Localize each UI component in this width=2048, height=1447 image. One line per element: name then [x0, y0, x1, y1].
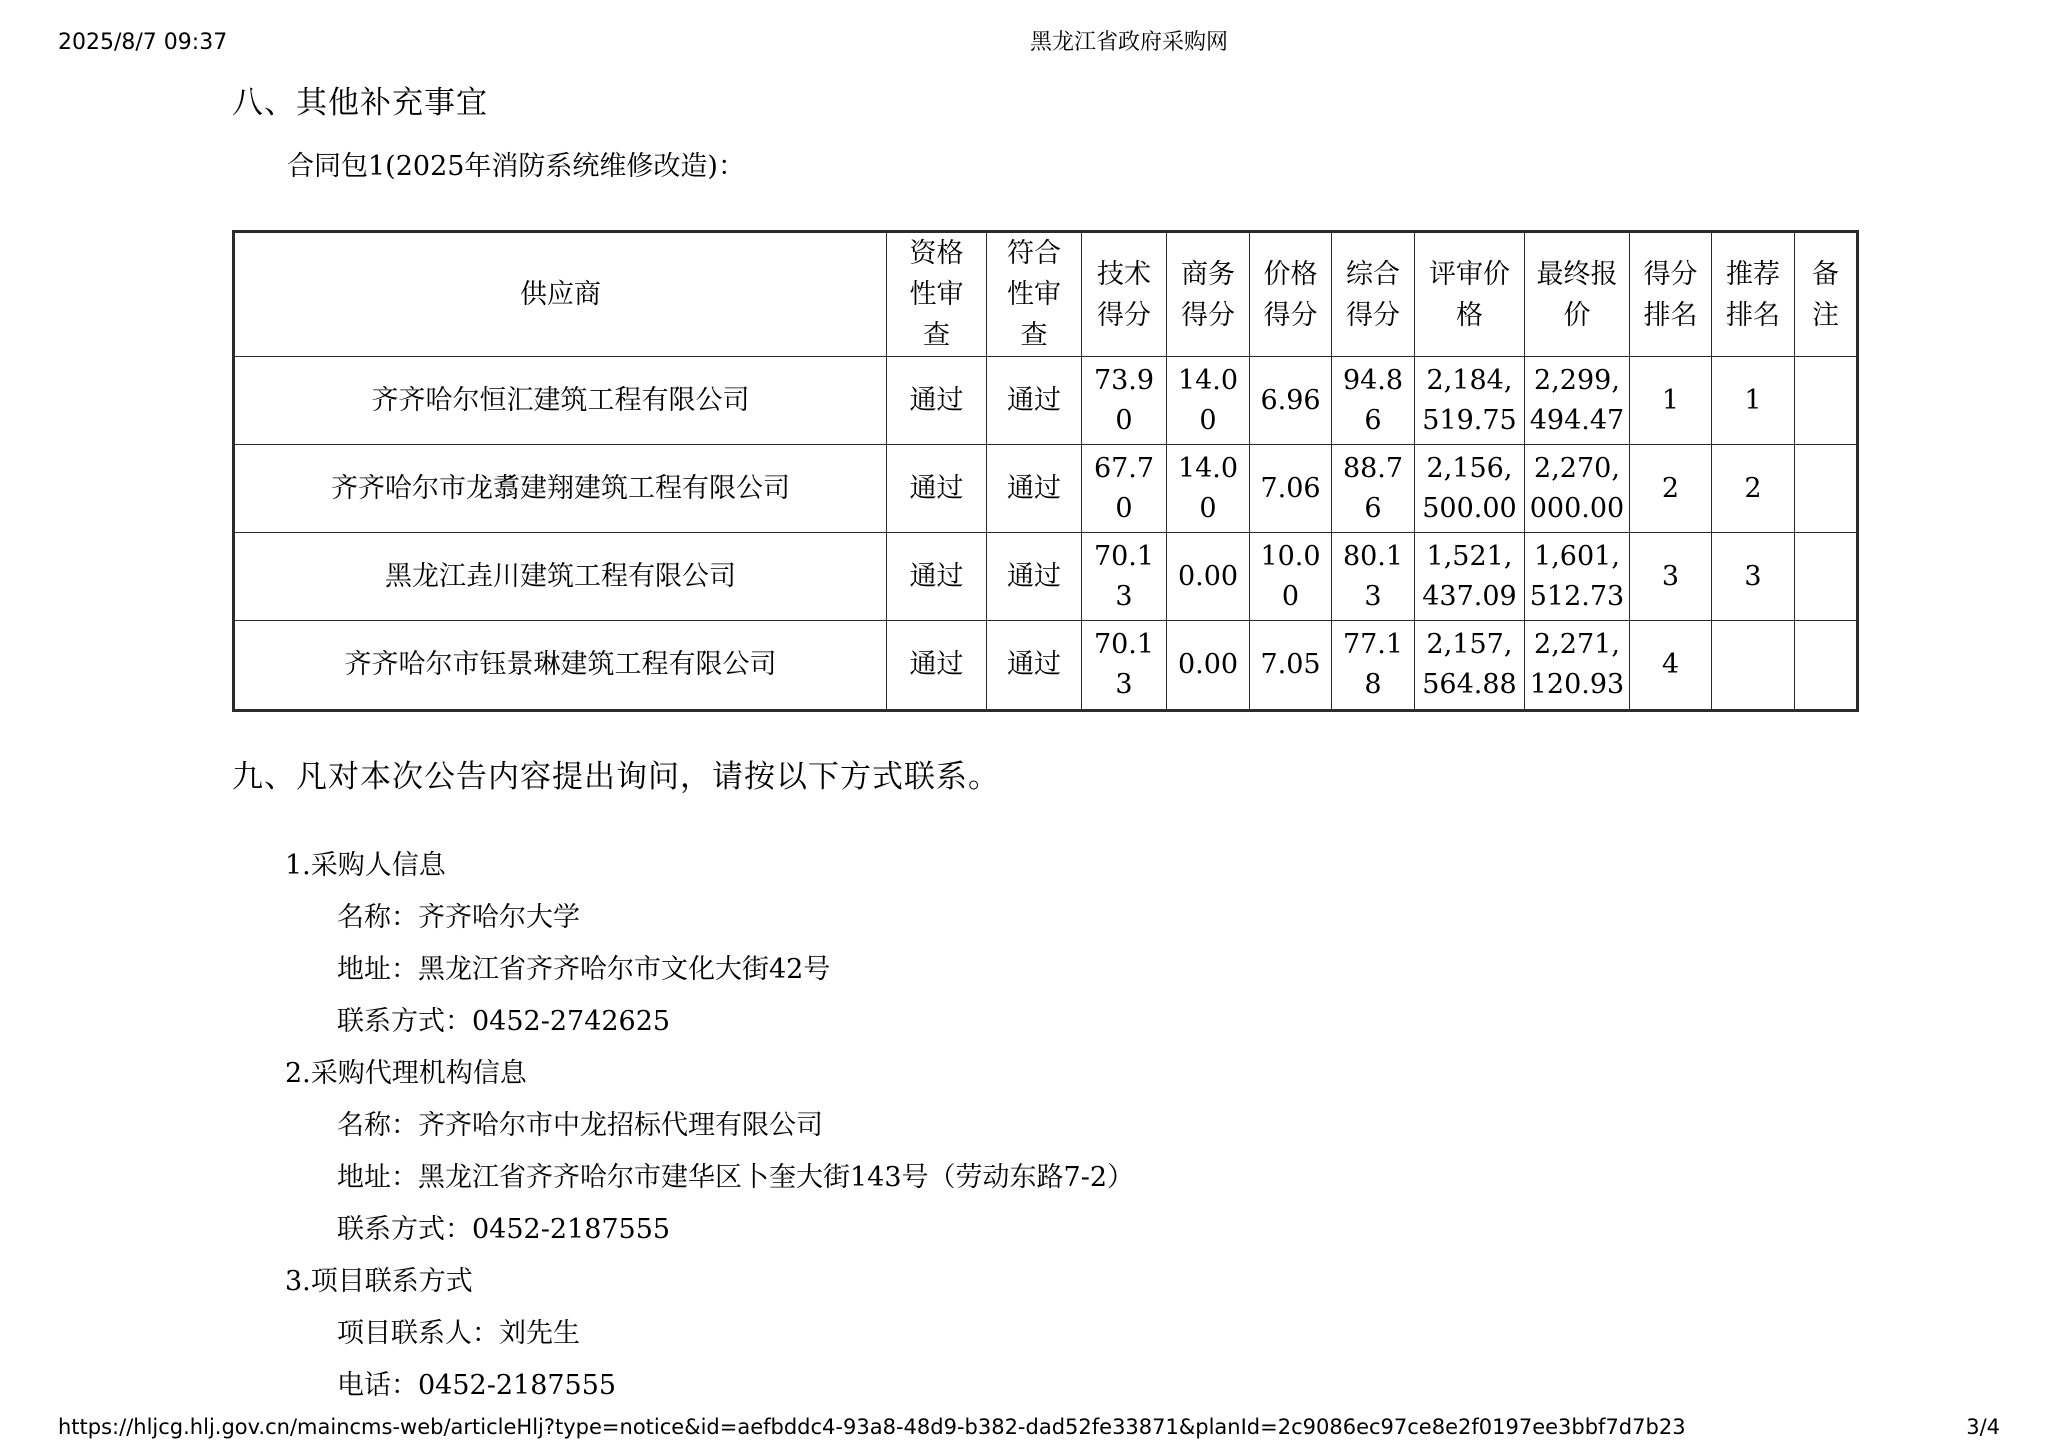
recommend-rank: 3: [1712, 533, 1795, 621]
supplier-name: 齐齐哈尔市钰景琳建筑工程有限公司: [234, 621, 887, 711]
purchaser-address: 地址：黑龙江省齐齐哈尔市文化大街42号: [337, 954, 831, 985]
qualification-review: 通过: [887, 445, 987, 533]
price-score: 10.00: [1250, 533, 1332, 621]
business-score: 0.00: [1167, 533, 1250, 621]
site-title: 黑龙江省政府采购网: [1030, 30, 1229, 55]
business-score: 14.00: [1167, 357, 1250, 445]
page-url: https://hljcg.hlj.gov.cn/maincms-web/articleHlj?type=notice&id=aefbddc4-93a8-48d9-b382-dad52fe33871&planId=2c9086ec97ce8e2f0197ee3bbf7d7b23: [58, 1415, 1686, 1439]
business-score: 0.00: [1167, 621, 1250, 711]
agency-name: 名称：齐齐哈尔市中龙招标代理有限公司: [337, 1110, 823, 1141]
bid-evaluation-table: [232, 230, 1859, 712]
table-row: [234, 357, 1858, 445]
section-9-heading: 九、凡对本次公告内容提出询问，请按以下方式联系。: [232, 759, 1000, 795]
print-datetime: 2025/8/7 09:37: [58, 30, 228, 55]
column-header-technical-score: 技术得分: [1082, 232, 1167, 357]
price-score: 7.06: [1250, 445, 1332, 533]
conformity-review: 通过: [987, 445, 1082, 533]
evaluated-price: 1,521,437.09: [1415, 533, 1525, 621]
purchaser-info-heading: 1.采购人信息: [285, 850, 446, 881]
score-rank: 3: [1630, 533, 1712, 621]
contract-package-label: 合同包1(2025年消防系统维修改造)：: [287, 151, 745, 182]
column-header-recommend-rank: 推荐排名: [1712, 232, 1795, 357]
score-rank: 1: [1630, 357, 1712, 445]
composite-score: 80.13: [1332, 533, 1415, 621]
remarks: [1795, 621, 1858, 711]
purchaser-name: 名称：齐齐哈尔大学: [337, 902, 580, 933]
qualification-review: 通过: [887, 533, 987, 621]
agency-info-heading: 2.采购代理机构信息: [285, 1058, 527, 1089]
column-header-score-rank: 得分排名: [1630, 232, 1712, 357]
column-header-final-offer: 最终报价: [1525, 232, 1630, 357]
table-header-row: [234, 232, 1858, 357]
score-rank: 4: [1630, 621, 1712, 711]
evaluated-price: 2,156,500.00: [1415, 445, 1525, 533]
qualification-review: 通过: [887, 357, 987, 445]
recommend-rank: 1: [1712, 357, 1795, 445]
technical-score: 70.13: [1082, 621, 1167, 711]
technical-score: 67.70: [1082, 445, 1167, 533]
supplier-name: 齐齐哈尔恒汇建筑工程有限公司: [234, 357, 887, 445]
conformity-review: 通过: [987, 357, 1082, 445]
agency-address: 地址：黑龙江省齐齐哈尔市建华区卜奎大街143号（劳动东路7-2）: [337, 1162, 1135, 1193]
section-8-heading: 八、其他补充事宜: [232, 85, 488, 121]
final-offer: 1,601,512.73: [1525, 533, 1630, 621]
composite-score: 94.86: [1332, 357, 1415, 445]
evaluated-price: 2,157,564.88: [1415, 621, 1525, 711]
column-header-conformity-review: 符合性审查: [987, 232, 1082, 357]
composite-score: 88.76: [1332, 445, 1415, 533]
purchaser-info: [232, 840, 1856, 1048]
column-header-evaluated-price: 评审价格: [1415, 232, 1525, 357]
column-header-qualification-review: 资格性审查: [887, 232, 987, 357]
business-score: 14.00: [1167, 445, 1250, 533]
agency-contact: 联系方式：0452-2187555: [337, 1214, 671, 1245]
technical-score: 70.13: [1082, 533, 1167, 621]
evaluated-price: 2,184,519.75: [1415, 357, 1525, 445]
qualification-review: 通过: [887, 621, 987, 711]
final-offer: 2,270,000.00: [1525, 445, 1630, 533]
purchaser-contact: 联系方式：0452-2742625: [337, 1006, 671, 1037]
score-rank: 2: [1630, 445, 1712, 533]
table-row: [234, 621, 1858, 711]
document-content: [232, 84, 1856, 1412]
column-header-composite-score: 综合得分: [1332, 232, 1415, 357]
page-number: 3/4: [1966, 1415, 2000, 1439]
technical-score: 73.90: [1082, 357, 1167, 445]
column-header-remarks: 备注: [1795, 232, 1858, 357]
final-offer: 2,299,494.47: [1525, 357, 1630, 445]
conformity-review: 通过: [987, 621, 1082, 711]
recommend-rank: 2: [1712, 445, 1795, 533]
project-contact-heading: 3.项目联系方式: [285, 1266, 473, 1297]
column-header-supplier: 供应商: [234, 232, 887, 357]
remarks: [1795, 357, 1858, 445]
project-contact-info: [232, 1256, 1856, 1412]
price-score: 7.05: [1250, 621, 1332, 711]
composite-score: 77.18: [1332, 621, 1415, 711]
column-header-business-score: 商务得分: [1167, 232, 1250, 357]
supplier-name: 齐齐哈尔市龙翥建翔建筑工程有限公司: [234, 445, 887, 533]
conformity-review: 通过: [987, 533, 1082, 621]
price-score: 6.96: [1250, 357, 1332, 445]
remarks: [1795, 533, 1858, 621]
supplier-name: 黑龙江垚川建筑工程有限公司: [234, 533, 887, 621]
table-row: [234, 533, 1858, 621]
table-row: [234, 445, 1858, 533]
agency-info: [232, 1048, 1856, 1256]
column-header-price-score: 价格得分: [1250, 232, 1332, 357]
project-contact-phone: 电话：0452-2187555: [337, 1370, 617, 1401]
final-offer: 2,271,120.93: [1525, 621, 1630, 711]
project-contact-person: 项目联系人：刘先生: [337, 1318, 580, 1349]
remarks: [1795, 445, 1858, 533]
recommend-rank: [1712, 621, 1795, 711]
